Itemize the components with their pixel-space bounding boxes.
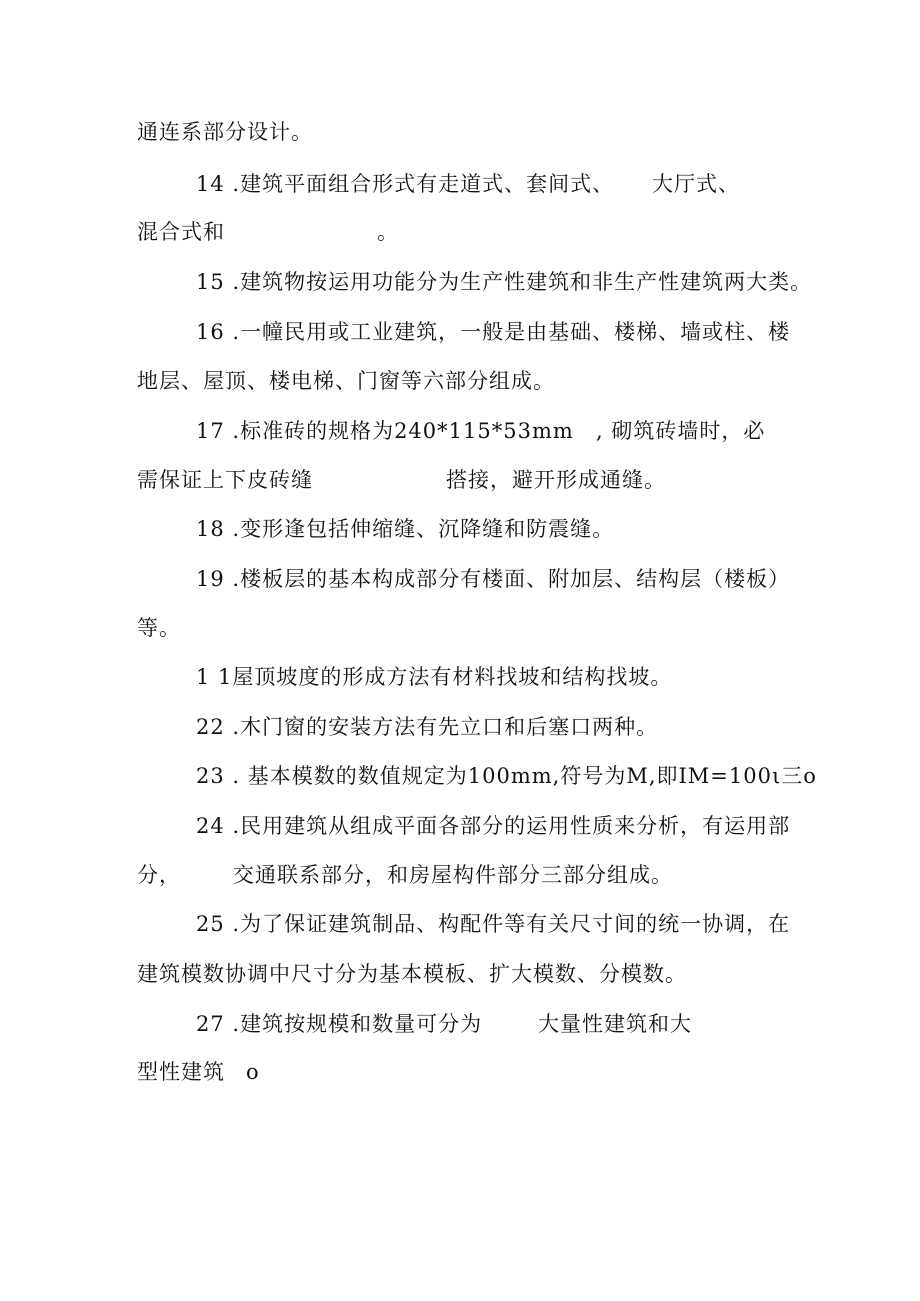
question-18-line: 18 .变形逢包括伸缩缝、沉降缝和防震缝。 — [196, 517, 615, 541]
question-24-continuation-start: 分， — [137, 863, 181, 887]
question-23-line: 23 . 基本模数的数值规定为100mm,符号为M,即IM=100ι三o — [196, 764, 817, 788]
question-25-line: 25 .为了保证建筑制品、构配件等有关尺寸间的统一协调，在 — [196, 912, 791, 936]
question-19-line: 19 .楼板层的基本构成部分有楼面、附加层、结构层（楼板） — [196, 567, 791, 591]
question-17-continuation: 需保证上下皮砖缝 — [137, 468, 313, 492]
question-14-line-end: 大厅式、 — [652, 172, 740, 196]
question-27-line: 27 .建筑按规模和数量可分为 — [196, 1012, 483, 1036]
text-line: 通连系部分设计。 — [137, 120, 313, 144]
question-17-line: 17 .标准砖的规格为240*115*53mm — [196, 419, 574, 443]
question-22-line: 22 .木门窗的安装方法有先立口和后塞口两种。 — [196, 715, 659, 739]
question-17-line-end: , 砌筑砖墙时，必 — [596, 419, 766, 443]
question-14-continuation: 混合式和 — [137, 220, 225, 244]
question-24-line: 24 .民用建筑从组成平面各部分的运用性质来分析，有运用部 — [196, 814, 791, 838]
question-11-line: 1 1屋顶坡度的形成方法有材料找坡和结构找坡。 — [196, 665, 673, 689]
question-14-line: 14 .建筑平面组合形式有走道式、套间式、 — [196, 172, 615, 196]
question-27-period: o — [246, 1060, 260, 1084]
question-15-line: 15 .建筑物按运用功能分为生产性建筑和非生产性建筑两大类。 — [196, 270, 813, 294]
question-27-line-end: 大量性建筑和大 — [538, 1012, 692, 1036]
question-24-continuation: 交通联系部分，和房屋构件部分三部分组成。 — [233, 863, 673, 887]
question-16-line: 16 .一幢民用或工业建筑，一般是由基础、楼梯、墙或柱、楼 — [196, 320, 791, 344]
question-27-continuation: 型性建筑 — [137, 1060, 225, 1084]
question-19-continuation: 等。 — [137, 616, 181, 640]
question-17-continuation-end: 搭接，避开形成通缝。 — [446, 468, 666, 492]
question-14-period: 。 — [377, 220, 399, 244]
question-16-continuation: 地层、屋顶、楼电梯、门窗等六部分组成。 — [137, 369, 555, 393]
question-25-continuation: 建筑模数协调中尺寸分为基本模板、扩大模数、分模数。 — [137, 962, 687, 986]
